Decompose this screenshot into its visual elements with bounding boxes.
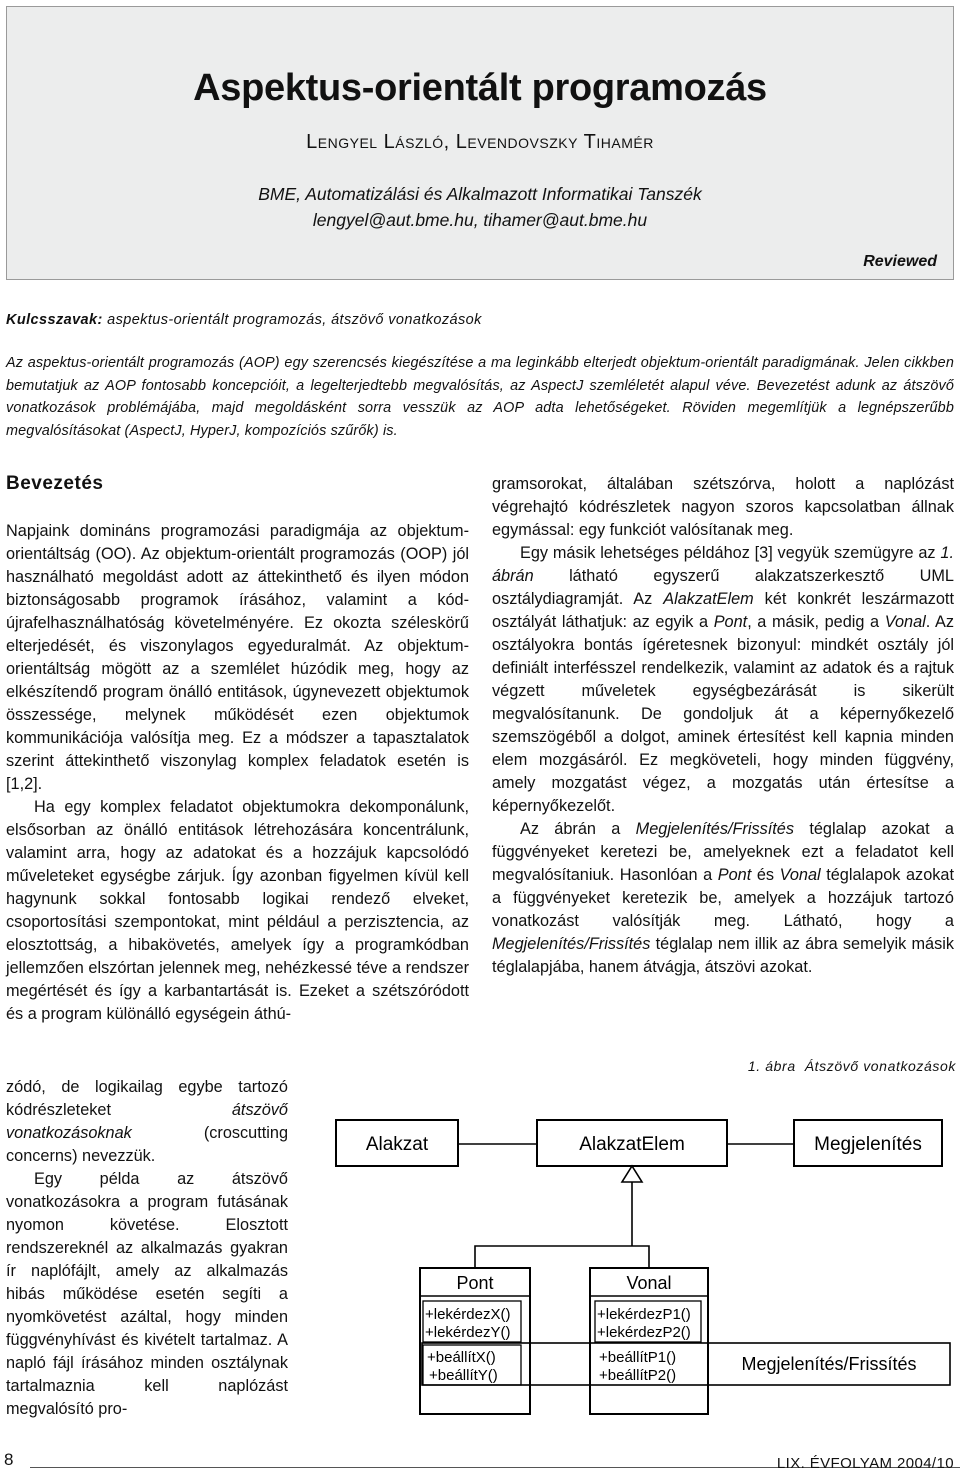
right-paragraph-2	[492, 542, 954, 818]
class-ref-vonal: Vonal	[884, 613, 926, 631]
ref-pont: Pont	[717, 866, 752, 884]
vonal-method-2: +lekérdezP2()	[597, 1324, 691, 1341]
rp2-b2: két konkrét leszármazott osztályát láthatjuk: az egyik a	[492, 590, 954, 631]
figure-caption-number: 1. ábra	[747, 1058, 796, 1074]
figure-caption-text: Átszövő vonatkozások	[804, 1058, 956, 1074]
keywords-label: Kulcsszavak:	[6, 312, 103, 328]
uml-diagram	[303, 1098, 960, 1420]
pont-method-1: +lekérdezX()	[425, 1306, 511, 1323]
affiliation: BME, Automatizálási és Alkalmazott Informatikai Tanszék	[258, 184, 702, 204]
abstract: Az aspektus-orientált programozás (AOP) egy szerencsés kiegészítése a ma leginkább elterjedt objektum-orientált paradigmának. Jelen cikkben bemutatjuk az AOP fontosabb koncepcióit, a legelterjedtebb megvalósítás, az AspectJ szemléletét alapul véve. Bevezetést adunk az átszövő vonatkozások problémájába, majd megoldásként sorra vesszük az AOP adta lehetőségeket. Röviden megemlítjük a legnépszerűbb megvalósításokat (AspectJ, HyperJ, kompozíciós szűrők) is.	[6, 355, 954, 439]
page-number: 8	[4, 1450, 14, 1469]
narrow-p1-start: zódó, de logikailag egybe tartozó kódrészleteket	[6, 1078, 288, 1119]
narrow-p1-emphasis: átszövő vonatkozásoknak	[6, 1101, 288, 1142]
left-paragraph-1: Napjaink domináns programozási paradigmája az objektum-orientáltság (OO). Az objektum-orientált programozás (OOP) jól használható megoldást adott az áttekinthető és ilyen módon biztonságosabb programok írásához, valamint a kód-újrafelhasználhatóság követelményére. Ez okozta széleskörű elterjedését, és viszonylagos egyeduralmát. Az objektum-orientáltság mögött az a szemlélet húzódik meg, hogy az elkészítendő program önálló entitások, úgynevezett objektumok összessége, melynek működését ezen objektumok kommunikációja valósítja meg. Ez a módszer a tapasztalatok szerint áttekinthető viszonylag komplex feladatok esetén is [1,2].	[6, 522, 469, 793]
pont-method-2: +lekérdezY()	[425, 1324, 511, 1341]
rp3-d: téglalapok azokat a függvényeket keretezik be, amelyek a hozzájuk tartozó vonatkozást valósítják meg. Látható, hogy a	[492, 866, 954, 930]
authors: Lengyel László, Levendovszky Tihamér	[306, 131, 654, 153]
narrow-paragraph-2: Egy példa az átszövő vonatkozásokra a program futásának nyomon követése. Elosztott rendszereknél az alkalmazás gyakran ír naplófájlt, amely az alkalmazás hibás működése esetén segíti a nyomkövetést azáltal, hogy minden függvényhívást és kivételt tartalmaz. A napló fájl írásához minden osztálynak tartalmaznia kell naplózást megvalósító pro-	[6, 1170, 288, 1418]
rp2-a: Egy másik lehetséges példához [3] vegyük szemügyre az	[520, 544, 936, 562]
left-paragraph-2: Ha egy komplex feladatot objektumokra dekomponálunk, elsősorban az önálló entitások létrehozására koncentrálunk, valamint arra, hogy az adatokat és a hozzájuk kapcsolódó műveleteket egységbe zárjuk. Így azonban figyelmen kívül kell hagynunk sokkal fontosabb logikai rendező elveket, csoportosítási szempontokat, mint például a perzisztencia, az elosztottság, a hibakövetés, amelyek így a programkódban jellemzően elszórtan jelennek meg, nehézkessé téve a rendszer megértését és így a karbantartását is. Ezeket a szétszóródott és a program különálló egységein áthú-	[6, 798, 469, 1023]
header-box	[6, 6, 954, 280]
left-column	[6, 520, 469, 1026]
class-label-alakzat: Alakzat	[365, 1134, 429, 1155]
figure-reference: 1. ábrán	[492, 544, 954, 585]
vonal-method-3: +beállítP1()	[599, 1349, 677, 1366]
pont-method-3: +beállítX()	[427, 1349, 496, 1366]
class-label-megjelenites-frissites: Megjelenítés/Frissítés	[741, 1354, 917, 1374]
class-ref-pont: Pont	[713, 613, 748, 631]
rp2-b: látható egyszerű alakzatszerkesztő UML osztálydiagramját. Az	[492, 567, 954, 608]
paper-title: Aspektus-orientált programozás	[193, 67, 767, 109]
ref-megjelenites-1: Megjelenítés/Frissítés	[635, 820, 794, 838]
class-label-pont: Pont	[456, 1273, 494, 1293]
class-label-vonal: Vonal	[626, 1273, 672, 1293]
inheritance-arrow	[622, 1166, 642, 1182]
right-column	[492, 473, 954, 979]
journal-info: LIX. ÉVFOLYAM 2004/10	[776, 1455, 954, 1472]
class-ref-alakzatelem: AlakzatElem	[663, 590, 754, 608]
right-paragraph-3	[492, 818, 954, 979]
inheritance-branch	[475, 1246, 649, 1268]
section-heading: Bevezetés	[6, 473, 104, 494]
figure-caption	[748, 1058, 956, 1074]
narrow-paragraph-1	[6, 1076, 288, 1168]
right-paragraph-1: gramsorokat, általában szétszórva, holott a naplózást végrehajtó kódrészletek nagyon szoros kapcsolatban állnak egymással: egy funkciót valósítanak meg.	[492, 475, 954, 539]
vonal-method-4: +beállítP2()	[599, 1367, 677, 1384]
rp2-b3: , a másik, pedig a	[747, 613, 880, 631]
rp3-a: Az ábrán a	[520, 820, 621, 838]
pont-method-4: +beállítY()	[429, 1367, 498, 1384]
affiliation-block	[7, 181, 953, 233]
reviewed-label: Reviewed	[863, 253, 937, 270]
class-label-megjelenites: Megjelenítés	[814, 1134, 922, 1155]
rp2-b4: . Az osztályokra bontás ígéretesnek bizonyul: mindkét osztály jól definiált interfésszel rendelkezik, valamint az adatok és a rajtuk végzett műveletek egységbezárását is sikerült megvalósítanunk. De gondoljuk át a képernyőkezelő szemszögéből a dolgot, aminek értesítést kell kapnia minden elem mozgásáról. Ez megköveteli, hogy minden függvény, amely mozgatást végez, a mozgatás után értesítse a képernyőkezelőt.	[492, 613, 954, 815]
narrow-column	[6, 1076, 288, 1421]
email: lengyel@aut.bme.hu, tihamer@aut.bme.hu	[312, 210, 648, 230]
class-label-alakzatelem: AlakzatElem	[579, 1134, 685, 1155]
keywords-text: aspektus-orientált programozás, átszövő vonatkozások	[107, 312, 482, 328]
ref-megjelenites-2: Megjelenítés/Frissítés	[492, 935, 651, 953]
rp3-c: és	[756, 866, 775, 884]
rp3-b: téglalap azokat a függvényeket keretezi be, amelyeknek ezt a feladatot kell megvalósítaniuk. Hasonlóan a	[492, 820, 954, 884]
narrow-p1-end: (croscutting concerns) nevezzük.	[6, 1124, 288, 1165]
ref-vonal: Vonal	[779, 866, 821, 884]
keywords	[6, 312, 482, 328]
rp3-e: téglalap nem illik az ábra semelyik másik téglalapjába, hanem átvágja, átszövi azokat.	[492, 935, 954, 976]
vonal-method-1: +lekérdezP1()	[597, 1306, 691, 1323]
